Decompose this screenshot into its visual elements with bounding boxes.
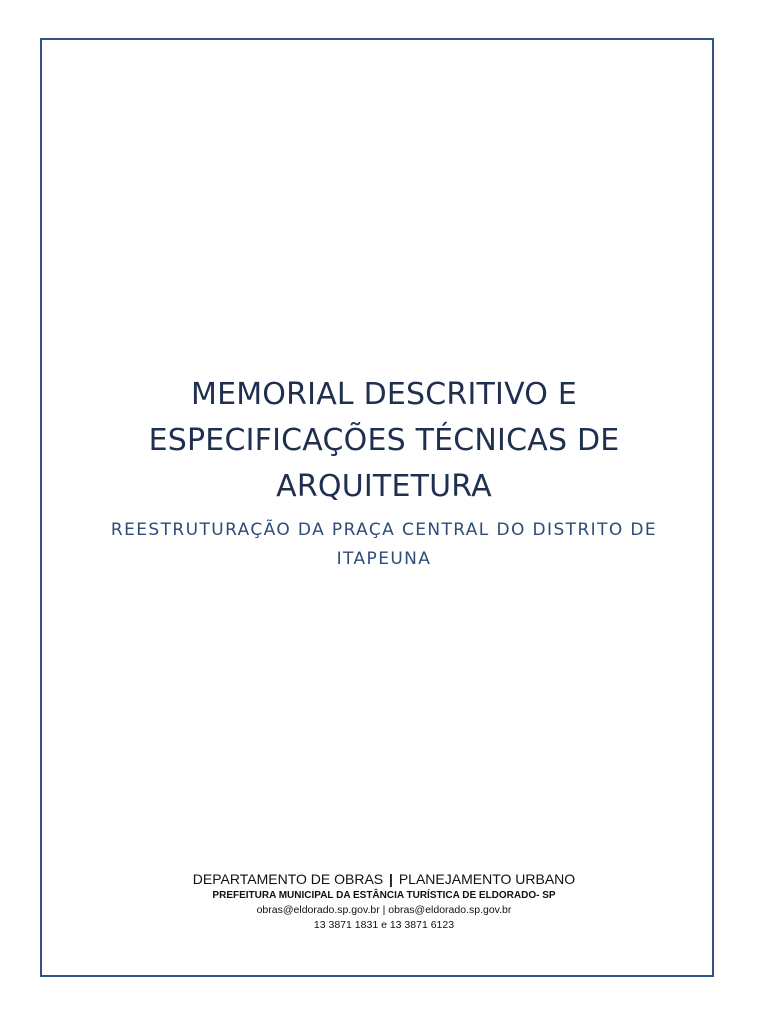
division-name: PLANEJAMENTO URBANO [398, 871, 576, 887]
subtitle-line-2: ITAPEUNA [336, 549, 432, 569]
title-line-3: ARQUITETURA [276, 469, 492, 504]
footer [40, 869, 728, 933]
title-line-2: ESPECIFICAÇÕES TÉCNICAS DE [148, 423, 620, 458]
department-line [40, 869, 728, 889]
title-block [40, 372, 728, 574]
organization-name: PREFEITURA MUNICIPAL DA ESTÂNCIA TURÍSTICA DE ELDORADO- SP [212, 890, 556, 901]
document-title [40, 372, 728, 510]
subtitle-line-1: REESTRUTURAÇÃO DA PRAÇA CENTRAL DO DISTRITO DE [110, 520, 658, 540]
contact-phones: 13 3871 1831 e 13 3871 6123 [313, 919, 455, 931]
department-separator: | [389, 871, 393, 887]
title-line-1: MEMORIAL DESCRITIVO E [190, 377, 577, 412]
department-name: DEPARTAMENTO DE OBRAS [192, 871, 384, 887]
contact-emails: obras@eldorado.sp.gov.br | obras@eldorado.sp.gov.br [256, 904, 512, 916]
document-subtitle [40, 516, 728, 574]
